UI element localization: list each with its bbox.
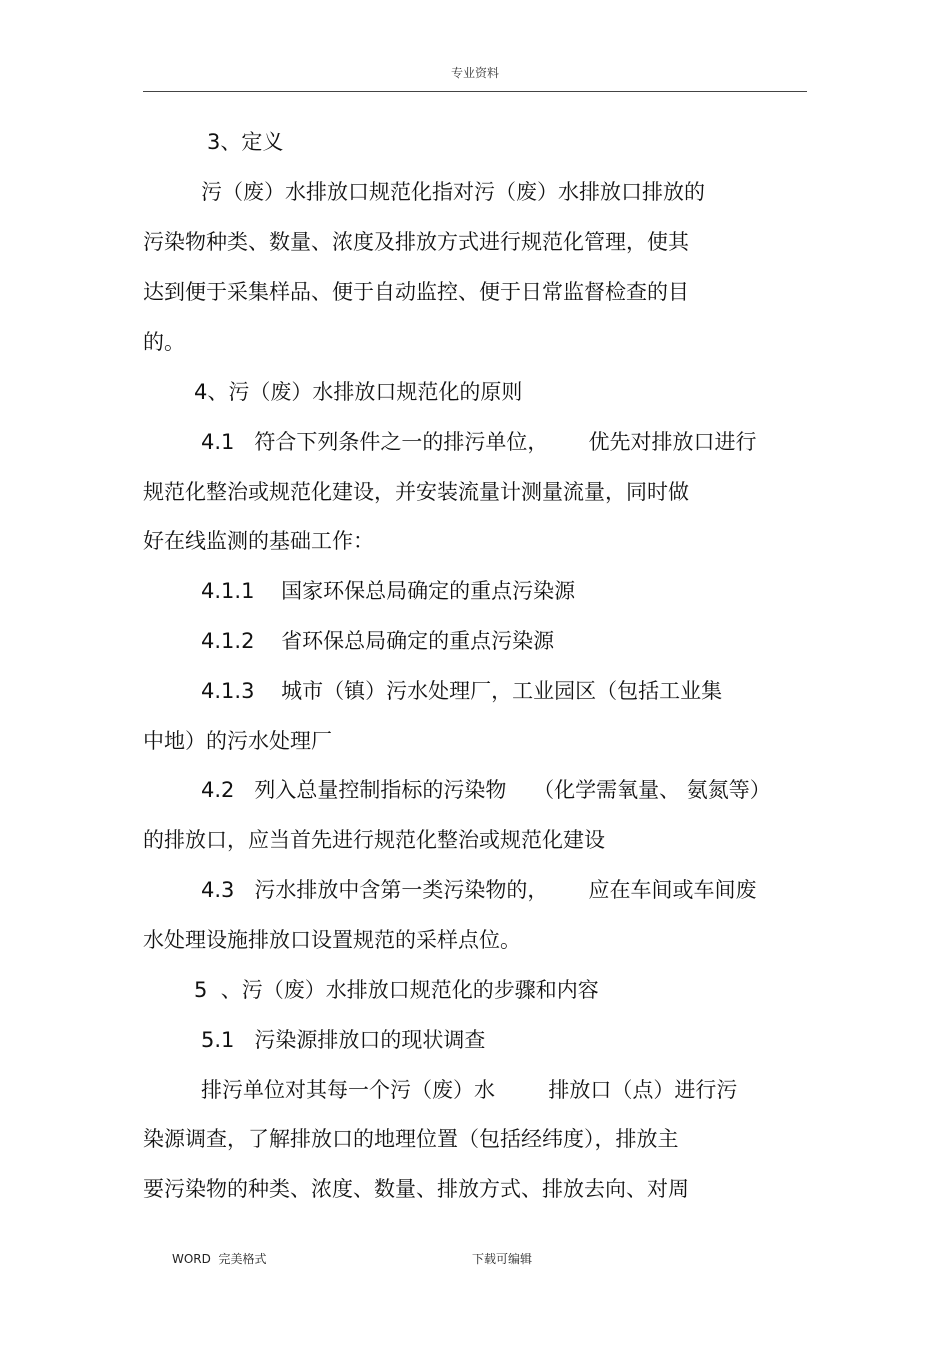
paragraph-line: 的。 <box>143 330 185 354</box>
paragraph-line: 污染物种类、数量、浓度及排放方式进行规范化管理，使其 <box>143 230 689 254</box>
clause-4-3: 4.3 污水排放中含第一类污染物的， 应在车间或车间废 <box>201 878 757 902</box>
clause-4-1-3: 4.1.3 城市（镇）污水处理厂，工业园区（包括工业集 <box>201 679 723 703</box>
section-heading-4: 4、污（废）水排放口规范化的原则 <box>194 380 523 404</box>
paragraph-line: 达到便于采集样品、便于自动监控、便于日常监督检查的目 <box>143 280 689 304</box>
section-heading-5: 5 、污（废）水排放口规范化的步骤和内容 <box>194 978 599 1002</box>
clause-4-1: 4.1 符合下列条件之一的排污单位， 优先对排放口进行 <box>201 430 757 454</box>
paragraph-line: 染源调查，了解排放口的地理位置（包括经纬度），排放主 <box>143 1127 679 1151</box>
clause-5-1: 5.1 污染源排放口的现状调查 <box>201 1028 486 1052</box>
footer-right-text: 下载可编辑 <box>472 1252 533 1266</box>
paragraph-line: 排污单位对其每一个污（废）水 排放口（点）进行污 <box>201 1078 738 1102</box>
paragraph-line: 好在线监测的基础工作： <box>143 529 374 553</box>
paragraph-line: 规范化整治或规范化建设，并安装流量计测量流量，同时做 <box>143 480 689 504</box>
section-heading-3: 3、定义 <box>207 130 284 154</box>
footer-left-text: WORD 完美格式 <box>172 1252 267 1266</box>
header-divider <box>143 91 807 92</box>
clause-4-2: 4.2 列入总量控制指标的污染物 （化学需氧量、 氨氮等） <box>201 778 771 802</box>
paragraph-line: 要污染物的种类、浓度、数量、排放方式、排放去向、对周 <box>143 1177 689 1201</box>
paragraph-line: 污（废）水排放口规范化指对污（废）水排放口排放的 <box>201 180 705 204</box>
paragraph-line: 的排放口，应当首先进行规范化整治或规范化建设 <box>143 828 605 852</box>
paragraph-line: 中地）的污水处理厂 <box>143 729 332 753</box>
clause-4-1-1: 4.1.1 国家环保总局确定的重点污染源 <box>201 579 576 603</box>
paragraph-line: 水处理设施排放口设置规范的采样点位。 <box>143 928 521 952</box>
clause-4-1-2: 4.1.2 省环保总局确定的重点污染源 <box>201 629 555 653</box>
page-header: 专业资料 <box>450 66 499 80</box>
